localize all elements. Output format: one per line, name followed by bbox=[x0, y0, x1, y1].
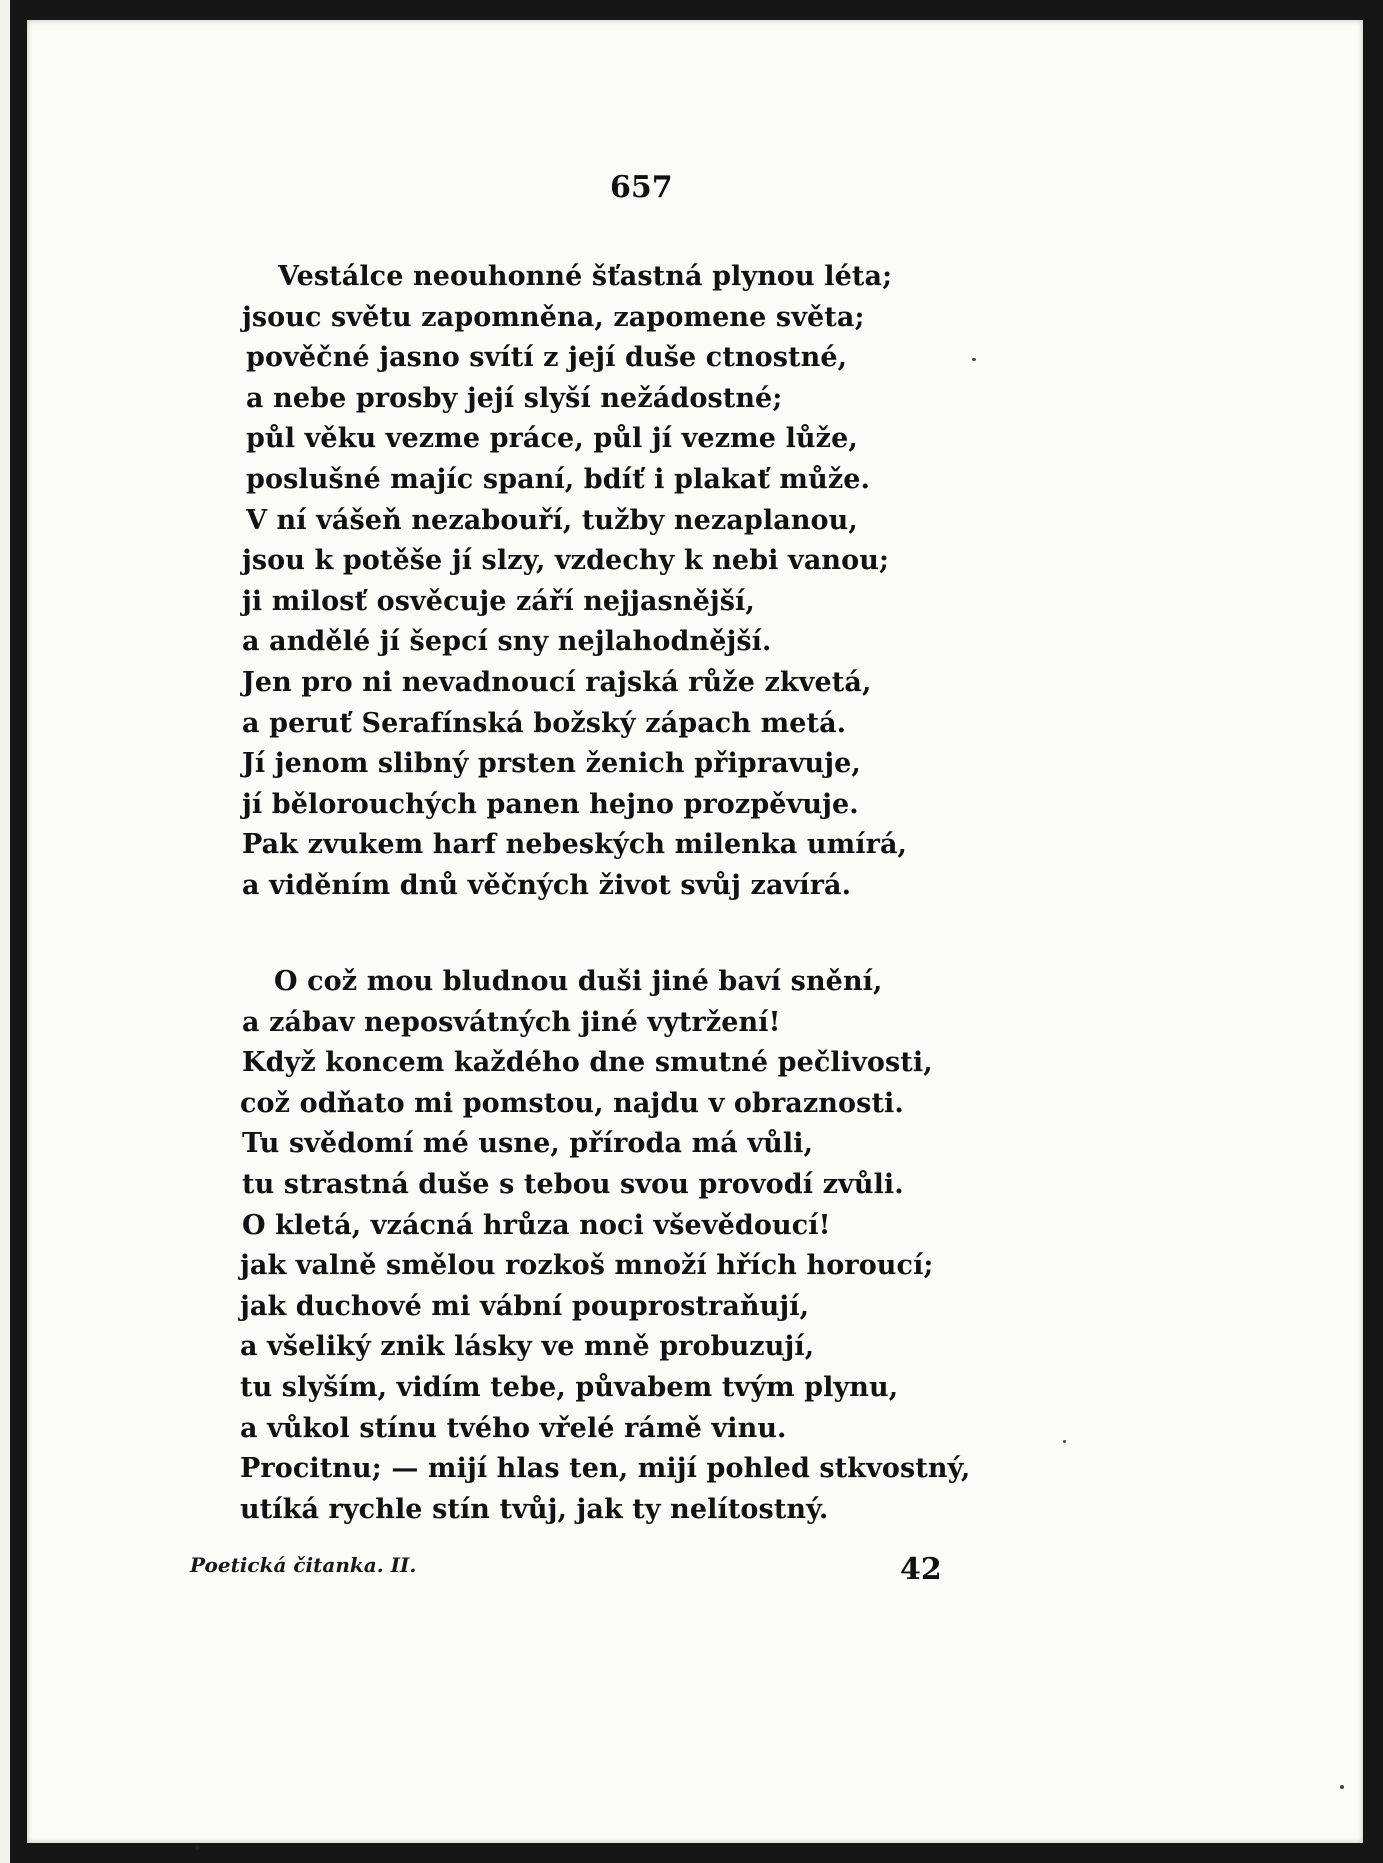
verse-line: Jen pro ni nevadnoucí rajská růže zkvetá, bbox=[242, 666, 872, 698]
verse-line: pověčné jasno svítí z její duše ctnostné, bbox=[246, 342, 848, 374]
verse-line: a všeliký znik lásky ve mně probuzují, bbox=[240, 1331, 815, 1363]
verse-line: jí bělorouchých panen hejno prozpěvuje. bbox=[242, 788, 859, 820]
verse-line: poslušné majíc spaní, bdíť i plakať může. bbox=[246, 463, 871, 495]
verse-line: ji milosť osvěcuje září nejjasnější, bbox=[242, 585, 755, 617]
verse-line: O což mou bludnou duši jiné baví snění, bbox=[274, 966, 883, 997]
verse-line: Když koncem každého dne smutné pečlivosti, bbox=[242, 1047, 933, 1079]
verse-line: V ní vášeň nezabouří, tužby nezaplanou, bbox=[246, 504, 858, 536]
verse-line: jsouc světu zapomněna, zapomene světa; bbox=[242, 301, 865, 333]
verse-line: tu strastná duše s tebou svou provodí zvůli. bbox=[242, 1168, 904, 1200]
verse-line: a nebe prosby její slyší nežádostné; bbox=[246, 382, 783, 414]
stanza-2 bbox=[238, 962, 970, 1530]
adjacent-page-edge bbox=[0, 0, 10, 1863]
verse-line: O kletá, vzácná hrůza noci vševědoucí! bbox=[242, 1209, 831, 1241]
verse-line: Tu svědomí mé usne, příroda má vůli, bbox=[242, 1128, 814, 1160]
verse-line: utíká rychle stín tvůj, jak ty nelítostný. bbox=[240, 1493, 829, 1525]
print-speck bbox=[1340, 1785, 1344, 1789]
page-number: 657 bbox=[610, 170, 673, 205]
print-speck bbox=[972, 358, 976, 361]
verse-line: Jí jenom slibný prsten ženich připravuje, bbox=[242, 748, 861, 780]
signature-mark: 42 bbox=[900, 1552, 942, 1587]
verse-line: a vůkol stínu tvého vřelé rámě vinu. bbox=[240, 1412, 787, 1444]
print-speck bbox=[1063, 1440, 1066, 1443]
verse-line: a viděním dnů věčných život svůj zavírá. bbox=[242, 869, 852, 901]
verse-line: Pak zvukem harf nebeských milenka umírá, bbox=[242, 829, 908, 861]
verse-line: Procitnu; — mijí hlas ten, mijí pohled stkvostný, bbox=[240, 1453, 971, 1485]
print-speck bbox=[195, 1845, 200, 1850]
verse-line: a andělé jí šepcí sny nejlahodnější. bbox=[242, 626, 772, 658]
verse-line: tu slyším, vidím tebe, půvabem tvým plynu, bbox=[240, 1371, 899, 1403]
verse-line: jak valně smělou rozkoš množí hřích horoucí; bbox=[240, 1250, 934, 1282]
verse-line: půl věku vezme práce, půl jí vezme lůže, bbox=[246, 423, 858, 455]
verse-line: jak duchové mi vábní pouprostraňují, bbox=[240, 1290, 810, 1322]
verse-line: a zábav neposvátných jiné vytržení! bbox=[242, 1006, 781, 1038]
verse-line: Vestálce neouhonné šťastná plynou léta; bbox=[278, 261, 893, 292]
stanza-1 bbox=[238, 257, 907, 907]
verse-line: což odňato mi pomstou, najdu v obraznosti. bbox=[240, 1087, 904, 1119]
footer-book-title: Poetická čitanka. II. bbox=[190, 1553, 417, 1577]
verse-line: a peruť Serafínská božský zápach metá. bbox=[242, 707, 847, 739]
verse-line: jsou k potěše jí slzy, vzdechy k nebi vanou; bbox=[242, 545, 890, 577]
